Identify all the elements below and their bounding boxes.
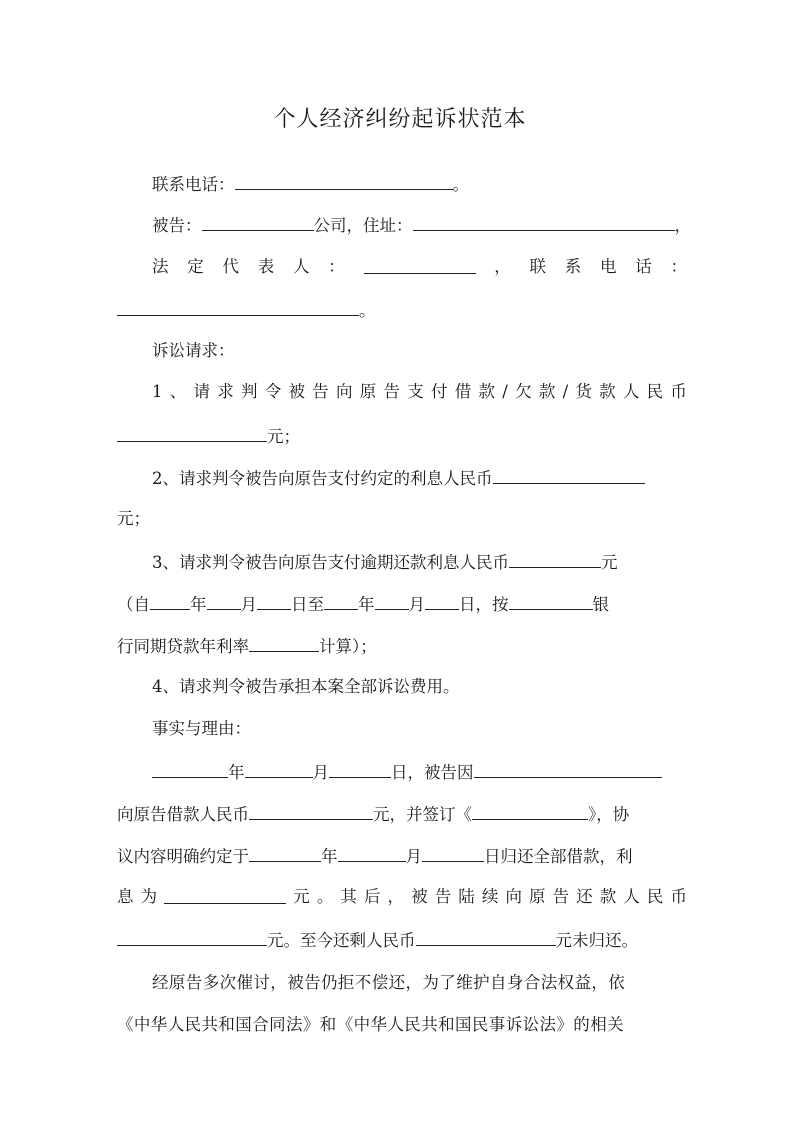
comma: ，: [674, 216, 691, 235]
facts-line-1: [152, 760, 662, 784]
char: 款: [478, 382, 495, 401]
blank-field: [375, 592, 409, 610]
yuan-semicolon: 元；: [267, 427, 300, 446]
char: 息: [117, 887, 134, 906]
blank-field: [152, 760, 228, 778]
blank-field: [422, 844, 484, 862]
blank-field: [202, 213, 314, 231]
char: 原: [529, 887, 546, 906]
claim-1-line-2: [117, 424, 300, 448]
year: 年: [228, 763, 245, 782]
day-defendant: 日，被告因: [391, 763, 474, 782]
blank-field: [249, 802, 373, 820]
blank-field: [235, 172, 453, 190]
char: 联: [529, 257, 546, 276]
char: 表: [257, 257, 275, 276]
claim-2-text: 2、请求判令被告向原告支付约定的利息人民币: [152, 469, 493, 488]
char: ：: [328, 257, 345, 276]
defendant-label: 被告：: [152, 216, 202, 235]
agreement-end: 》，协: [588, 805, 630, 824]
char: 货: [575, 382, 592, 401]
char: 款: [599, 382, 616, 401]
claim-2-line: [152, 466, 645, 490]
blank-field: [416, 928, 556, 946]
char: 民: [646, 382, 664, 401]
blank-field: [329, 760, 391, 778]
borrow-text: 向原告借款人民币: [117, 805, 249, 824]
contact-phone-line: [152, 172, 469, 196]
char: 告: [552, 887, 570, 906]
claim-3-line-3: [117, 634, 377, 658]
day-to: 日至: [291, 595, 324, 614]
blank-field: [249, 634, 319, 652]
facts-line-5: [117, 928, 638, 952]
char: 判: [241, 382, 258, 401]
char: 原: [359, 382, 377, 401]
blank-field: [364, 256, 476, 274]
comma: ，: [494, 257, 511, 276]
char: 人: [293, 257, 310, 276]
char: 款: [538, 382, 556, 401]
blank-field: [257, 592, 291, 610]
char: 、: [169, 382, 187, 401]
blank-field: [249, 844, 321, 862]
char: 求: [217, 382, 234, 401]
char: 币: [670, 887, 687, 906]
char: 系: [564, 257, 582, 276]
claim-4-line: 4、请求判令被告承担本案全部诉讼费用。: [152, 677, 460, 696]
period: 。: [452, 175, 469, 194]
char: 后: [363, 887, 381, 906]
para-urge: 经原告多次催讨，被告仍拒不偿还，为了维护自身合法权益，依: [152, 973, 626, 992]
blank-field: [117, 298, 359, 316]
blank-field: [509, 592, 593, 610]
contact-phone-label: 联系电话：: [152, 175, 235, 194]
bank: 银: [592, 595, 609, 614]
char: /: [502, 382, 508, 401]
yuan: 元: [601, 553, 618, 572]
blank-field: [117, 928, 267, 946]
char: ，: [387, 887, 405, 906]
char: 告: [383, 382, 400, 401]
char: 请: [193, 382, 210, 401]
char: 欠: [515, 382, 532, 401]
signed-text: 元，并签订《: [373, 805, 472, 824]
char: 法: [152, 257, 169, 276]
char: 续: [481, 887, 499, 906]
blank-field: [150, 592, 190, 610]
char: 代: [222, 257, 239, 276]
blank-field: [164, 886, 286, 904]
blank-field: [509, 550, 601, 568]
month: 月: [240, 595, 257, 614]
char: 为: [140, 887, 158, 906]
blank-field: [324, 592, 358, 610]
year: 年: [358, 595, 375, 614]
blank-field: [338, 844, 406, 862]
char: 其: [340, 887, 357, 906]
para-law: 《中华人民共和国合同法》和《中华人民共和国民事诉讼法》的相关: [117, 1015, 624, 1034]
char: 民: [646, 887, 664, 906]
blank-field: [117, 424, 267, 442]
blank-field: [474, 760, 662, 778]
facts-line-2: [117, 802, 629, 826]
paren-from: （自: [117, 595, 150, 614]
char: 电: [600, 257, 617, 276]
blank-field: [472, 802, 588, 820]
char: ：: [670, 257, 687, 276]
year: 年: [321, 847, 338, 866]
not-returned: 元未归还。: [555, 931, 638, 950]
blank-field: [425, 592, 459, 610]
claim-2-line-2: 元；: [117, 509, 150, 528]
day-by: 日，按: [459, 595, 509, 614]
char: 。: [316, 887, 334, 906]
blank-field: [413, 213, 675, 231]
blank-field: [493, 466, 645, 484]
claim-3-text: 3、请求判令被告向原告支付逾期还款利息人民币: [152, 553, 509, 572]
period: 。: [359, 301, 376, 320]
char: 人: [623, 887, 640, 906]
facts-line-4: [117, 886, 687, 908]
remaining-text: 元。至今还剩人民币: [267, 931, 416, 950]
facts-line-3: [117, 844, 633, 868]
char: 元: [293, 887, 310, 906]
char: 向: [505, 887, 522, 906]
char: /: [562, 382, 569, 401]
legal-rep-line-2: [117, 298, 376, 322]
rate-text: 行同期贷款年利率: [117, 637, 249, 656]
char: 话: [635, 257, 652, 276]
char: 支: [407, 382, 424, 401]
blank-field: [207, 592, 241, 610]
char: 定: [187, 257, 204, 276]
month: 月: [408, 595, 425, 614]
claim-3-line-2: [117, 592, 609, 616]
claim-1-line: [152, 381, 687, 403]
legal-rep-line: [152, 256, 687, 278]
char: 被: [288, 382, 305, 401]
char: 陆: [458, 887, 475, 906]
char: 告: [312, 382, 329, 401]
company-address-label: 公司，住址：: [313, 216, 413, 235]
char: 人: [622, 382, 640, 401]
agree-content: 议内容明确约定于: [117, 847, 249, 866]
blank-field: [245, 760, 313, 778]
char: 1: [152, 382, 163, 401]
year: 年: [190, 595, 207, 614]
month: 月: [312, 763, 329, 782]
char: 款: [599, 887, 617, 906]
char: 付: [431, 382, 448, 401]
char: 被: [411, 887, 428, 906]
char: 还: [576, 887, 593, 906]
char: 借: [454, 382, 472, 401]
char: 币: [670, 382, 687, 401]
document-title: 个人经济纠纷起诉状范本: [273, 107, 527, 132]
claim-3-line: [152, 550, 618, 574]
calc-end: 计算）；: [319, 637, 377, 656]
month: 月: [405, 847, 422, 866]
char: 令: [264, 382, 282, 401]
claims-heading: 诉讼请求：: [152, 341, 235, 360]
char: 向: [336, 382, 353, 401]
return-all: 日归还全部借款，利: [484, 847, 633, 866]
facts-heading: 事实与理由：: [152, 719, 251, 738]
defendant-line: [152, 213, 691, 237]
char: 告: [434, 887, 452, 906]
